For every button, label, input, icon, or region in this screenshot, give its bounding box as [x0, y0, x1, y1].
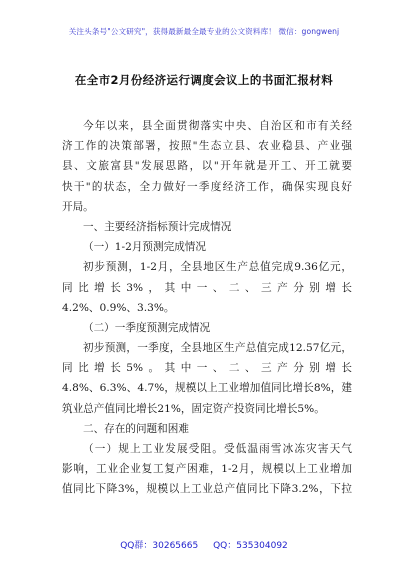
header-notice[interactable]: 关注头条号"公文研究"，获得最新最全最专业的公文资料库！ 微信：gongwenj — [68, 27, 340, 36]
document-body — [62, 116, 352, 500]
body-line: 4.2%、0.9%、3.3%。 — [62, 301, 175, 314]
body-line: 影响，工业企业复工复产困难，1-2月，规模以上工业增加 — [62, 463, 352, 476]
subsection-heading: （二）一季度预测完成情况 — [83, 321, 211, 334]
body-line: 开局。 — [62, 200, 94, 213]
body-line: 值同比下降3%，规模以上工业总产值同比下降3.2%，下拉 — [62, 483, 352, 496]
body-line: 筑业总产值同比增长21%，固定资产投资同比增长5%。 — [62, 402, 325, 415]
qq-contact-link[interactable]: QQ：535304092 — [213, 541, 288, 551]
body-line: 4.8%、6.3%、4.7%，规模以上工业增加值同比增长8%，建 — [62, 382, 352, 395]
section-heading: 一、主要经济指标预计完成情况 — [83, 220, 232, 233]
document-title: 在全市2月份经济运行调度会议上的书面汇报材料 — [74, 73, 334, 87]
body-line: 同比增长3%，其中一、二、三产分别增长 — [62, 281, 352, 294]
footer-contact — [0, 538, 408, 551]
section-heading: 二、存在的问题和困难 — [83, 422, 189, 435]
body-line: 初步预测，1-2月，全县地区生产总值完成9.36亿元， — [83, 261, 352, 274]
body-line: 同比增长5%。其中一、二、三产分别增长 — [62, 362, 352, 375]
body-line: 快干"的状态，全力做好一季度经济工作，确保实现良好 — [62, 180, 352, 193]
body-line: 济工作的决策部署，按照"生态立县、农业稳县、产业强 — [62, 140, 352, 153]
subsection-heading: （一）1-2月预测完成情况 — [83, 241, 206, 254]
qq-group-link[interactable]: QQ群：30265665 — [120, 541, 199, 551]
body-line: 今年以来，县全面贯彻落实中央、自治区和市有关经 — [83, 120, 352, 132]
body-line: 初步预测，一季度，全县地区生产总值完成12.57亿元， — [83, 342, 352, 355]
body-line: （一）规上工业发展受阻。受低温雨雪冰冻灾害天气 — [83, 443, 352, 455]
body-line: 县、文旅富县"发展思路，以"开年就是开工、开工就要 — [62, 160, 352, 173]
